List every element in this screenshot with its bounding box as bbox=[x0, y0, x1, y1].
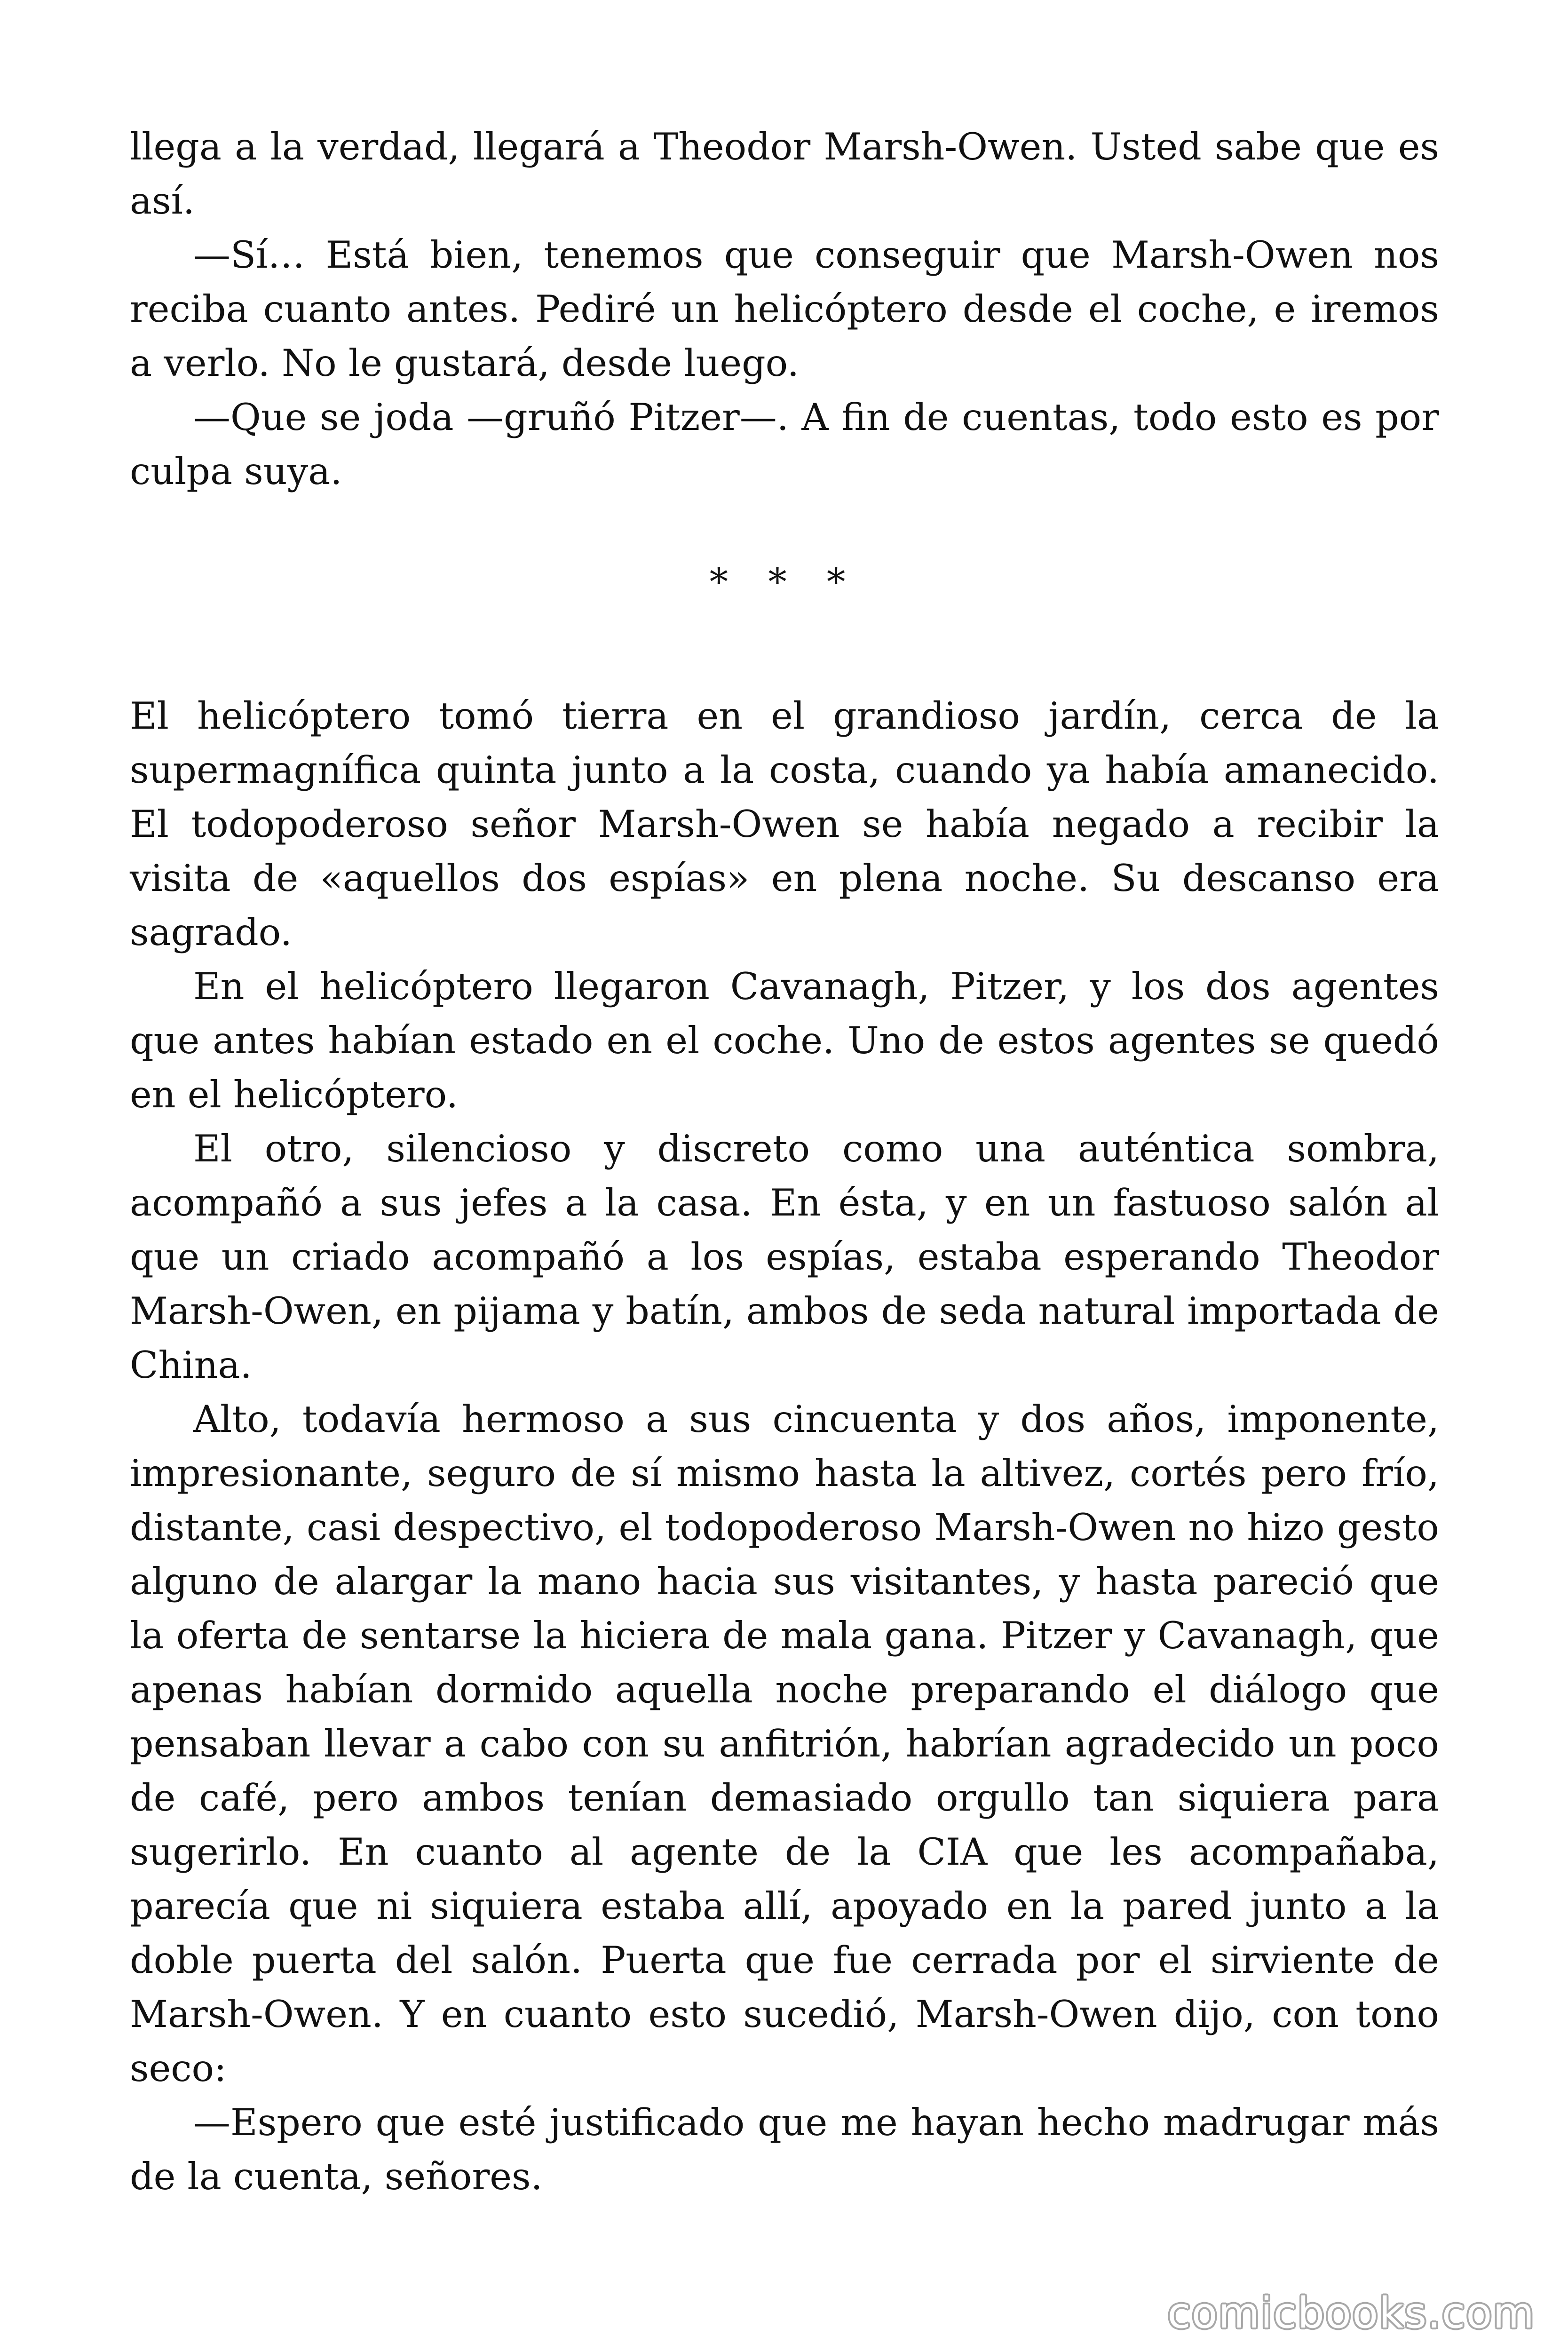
paragraph: llega a la verdad, llegará a Theodor Marsh-Owen. Usted sabe que es así. bbox=[130, 125, 1439, 222]
paragraph: —Sí… Está bien, tenemos que conseguir que Marsh-Owen nos reciba cuanto antes. Pediré un helicóptero desde el coche, e iremos a verlo. No le gustará, desde luego. bbox=[130, 233, 1439, 385]
book-page bbox=[130, 120, 1439, 2204]
watermark: comicbooks.com bbox=[1167, 2288, 1535, 2338]
paragraph: —Que se joda —gruñó Pitzer—. A fin de cuentas, todo esto es por culpa suya. bbox=[130, 396, 1439, 493]
paragraph: En el helicóptero llegaron Cavanagh, Pitzer, y los dos agentes que antes habían estado en el coche. Uno de estos agentes se quedó en el helicóptero. bbox=[130, 965, 1439, 1116]
text-block-top bbox=[130, 120, 1439, 499]
paragraph: El otro, silencioso y discreto como una auténtica sombra, acompañó a sus jefes a la casa. En ésta, y en un fastuoso salón al que un criado acompañó a los espías, estaba esperando Theodor Marsh-Owen, en pijama y batín, ambos de seda natural importada de China. bbox=[130, 1127, 1439, 1387]
paragraph: —Espero que esté justificado que me hayan hecho madrugar más de la cuenta, señores. bbox=[130, 2101, 1439, 2198]
scene-break: * * * bbox=[709, 560, 860, 604]
paragraph: Alto, todavía hermoso a sus cincuenta y dos años, imponente, impresionante, seguro de sí mismo hasta la altivez, cortés pero frío, distante, casi despectivo, el todopoderoso Marsh-Owen no hizo gesto alguno de alargar la mano hacia sus visitantes, y hasta pareció que la oferta de sentarse la hiciera de mala gana. Pitzer y Cavanagh, que apenas habían dormido aquella noche preparando el diálogo que pensaban llevar a cabo con su anfitrión, habrían agradecido un poco de café, pero ambos tenían demasiado orgullo tan siquiera para sugerirlo. En cuanto al agente de la CIA que les acompañaba, parecía que ni siquiera estaba allí, apoyado en la pared junto a la doble puerta del salón. Puerta que fue cerrada por el sirviente de Marsh-Owen. Y en cuanto esto sucedió, Marsh-Owen dijo, con tono seco: bbox=[130, 1398, 1439, 2090]
paragraph: El helicóptero tomó tierra en el grandioso jardín, cerca de la supermagnífica quinta junto a la costa, cuando ya había amanecido. El todopoderoso señor Marsh-Owen se había negado a recibir la visita de «aquellos dos espías» en plena noche. Su descanso era sagrado. bbox=[130, 694, 1439, 954]
text-block-bottom bbox=[130, 689, 1439, 2204]
